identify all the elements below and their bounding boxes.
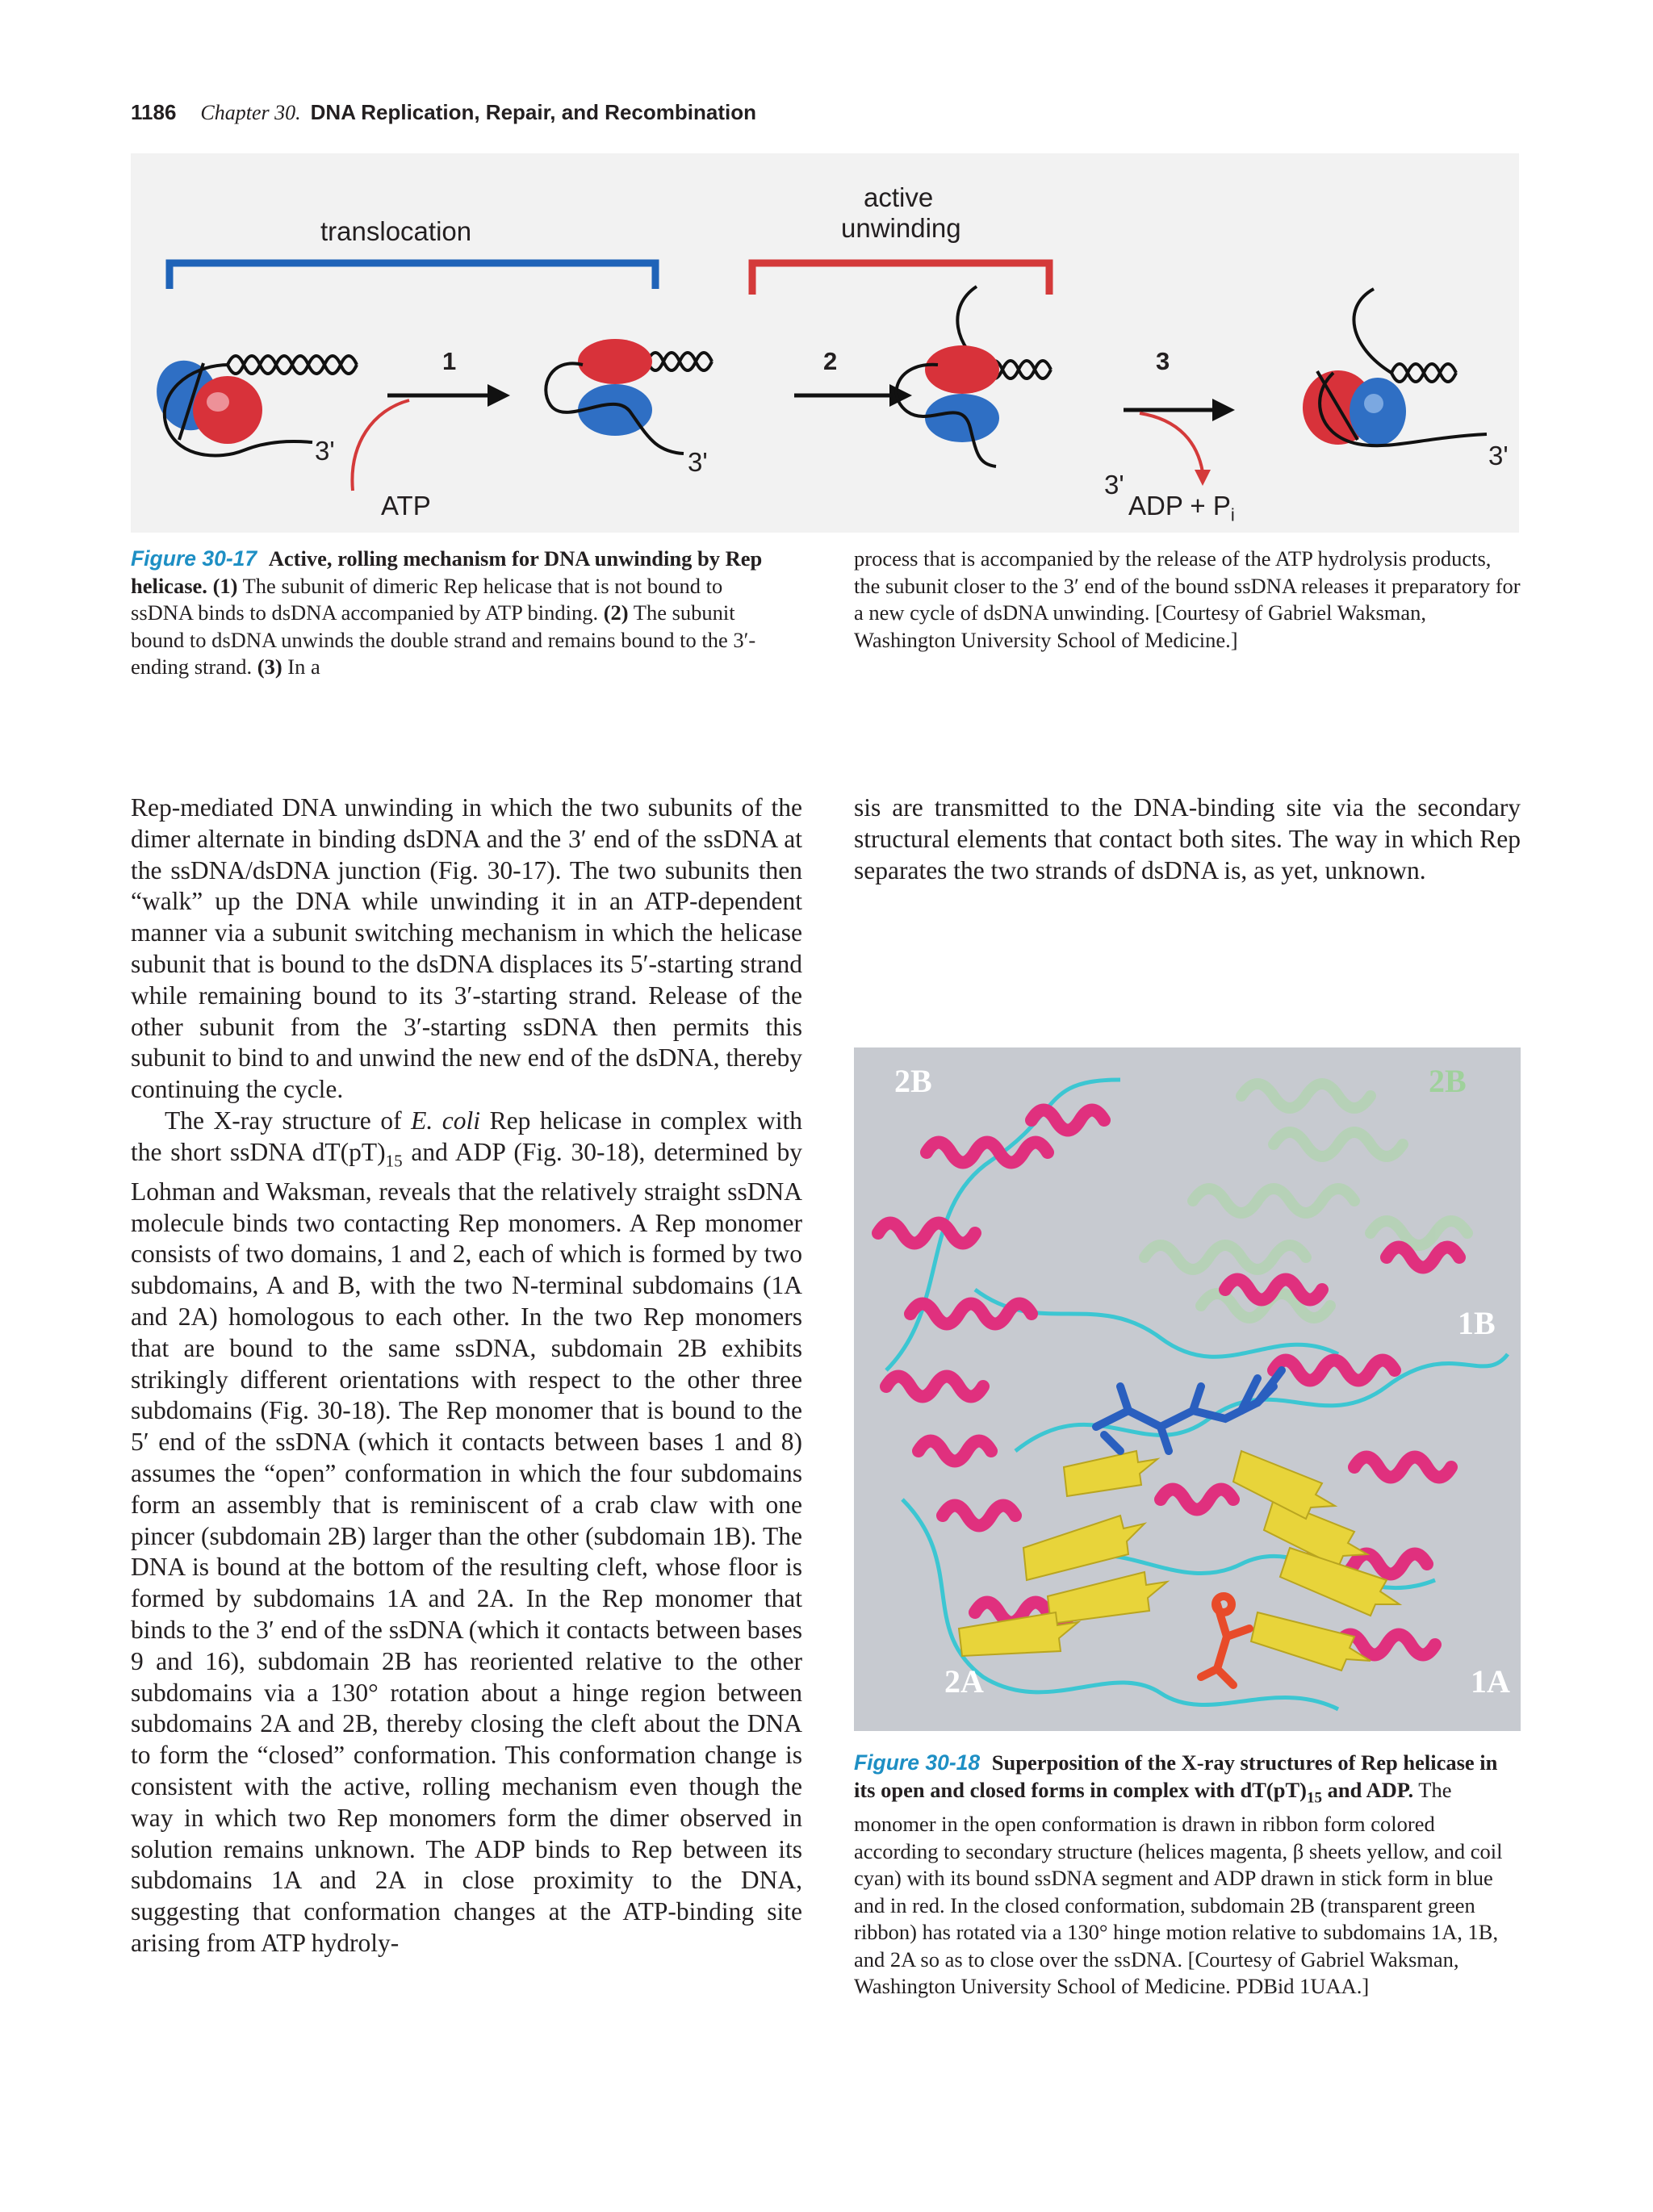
state-3-rep-dimer xyxy=(897,286,1051,466)
figure-30-18-label: Figure 30-18 xyxy=(854,1750,981,1775)
state-2-rep-dimer xyxy=(546,339,712,454)
chapter-label: Chapter 30. xyxy=(200,101,301,124)
figure-30-17-caption-left: Figure 30-17 Active, rolling mechanism for DNA unwinding by Rep helicase. (1) The subunit of dimeric Rep helicase that is not bound to ssDNA binds to dsDNA accompanied by ATP binding. (2) The subunit bound to dsDNA unwinds the double strand and remains bound to the 3′-ending strand. (3) In a xyxy=(131,546,763,679)
red-subunit-2 xyxy=(578,339,652,384)
blue-subunit-3 xyxy=(925,394,999,442)
figure-30-18 xyxy=(854,1047,1521,1731)
figure-30-18-caption: Figure 30-18 Superposition of the X-ray structures of Rep helicase in its open and closed forms in complex with $dT(pT)_{15}$ and ADP. The monomer in the open conformation is drawn in ribbon form colored according to secondary structure (helices magenta, β sheets yellow, and coil cyan) with its bound ssDNA segment and ADP drawn in stick form in blue and in red. In the closed conformation, subdomain 2B (transparent green ribbon) has rotated via a 130° hinge motion relative to subdomains 1A, 1B, and 2A so as to close over the ssDNA. [Courtesy of Gabriel Waksman, Washington University School of Medicine. PDBid 1UAA.] xyxy=(854,1750,1503,1999)
dsdna-helix-1 xyxy=(228,356,357,374)
rep-helicase-ribbon-structure xyxy=(854,1047,1521,1731)
red-subunit-3 xyxy=(925,345,999,394)
three-prime-end-2: 3' xyxy=(688,447,708,477)
atp-binding-arrow xyxy=(352,400,409,491)
ssdna-5prime-4 xyxy=(1354,289,1391,373)
label-2a: 2A xyxy=(944,1663,984,1700)
unwinding-bracket xyxy=(752,263,1049,295)
paragraph-xray-structure: The X-ray structure of E. coli Rep helicase in complex with the short ssDNA $dT(pT)_{15}$ and ADP (Fig. 30-18), determined by Lohman and Waksman, reveals that the relatively straight ssDNA molecule binds two contacting Rep monomers. A Rep monomer consists of two domains, 1 and 2, each of which is formed by two subdomains, A and B, with the two N-terminal subdomains (1A and 2A) homologous to each other. In the two Rep monomers that are bound to the same ssDNA, subdomain 2B exhibits strikingly different orientations with respect to the other three subdomains (Fig. 30-18). The Rep monomer that is bound to the 5′ end of the ssDNA (which it contacts between bases 1 and 8) assumes the “open” conformation in which the four subdomains form an assembly that is reminiscent of a crab claw with one pincer (subdomain 2B) larger than the other (subdomain 1B). The DNA is bound at the bottom of the resulting cleft, whose floor is formed by subdomains 1A and 2A. In the Rep monomer that binds to the 3′ end of the ssDNA (which it contacts between bases 9 and 16), subdomain 2B has reoriented relative to the other subdomains via a 130° rotation about a hinge region between subdomains 2A and 2B, thereby closing the cleft about the DNA to form the “closed” conformation. This conformation change is consistent with the active, rolling mechanism even though the way in which two Rep monomers form the dimer observed in solution remains unknown. The ADP binds to Rep between its subdomains 1A and 2A in close proximity to the DNA, suggesting that conformation changes at the ATP-binding site arising from ATP hydroly- xyxy=(131,1106,802,1957)
state-4-rep-dimer xyxy=(1303,289,1487,445)
translocation-bracket xyxy=(169,263,655,289)
three-prime-end-3: 3' xyxy=(1104,470,1124,500)
three-prime-end-1: 3' xyxy=(315,436,335,466)
adp-release-arrow xyxy=(1140,413,1203,472)
alpha-helices xyxy=(878,1110,1459,1655)
body-right-column xyxy=(854,792,1521,886)
figure-30-17 xyxy=(131,153,1519,533)
unwinding-label: unwinding xyxy=(841,213,961,243)
paragraph-rep-unwinding: Rep-mediated DNA unwinding in which the two subunits of the dimer alternate in binding dsDNA and the 3′ end of the ssDNA at the ssDNA/dsDNA junction (Fig. 30-17). The two subunits then “walk” up the DNA while unwinding it in an ATP-dependent manner via a subunit switching mechanism in which the helicase subunit that is bound to the dsDNA displaces its 5′-starting strand while remaining bound to its 3′-starting strand. Release of the other subunit from the 3′-starting ssDNA then permits this subunit to bind to and unwind the new end of the dsDNA, thereby continuing the cycle. xyxy=(131,793,802,1104)
chapter-title: DNA Replication, Repair, and Recombination xyxy=(310,100,756,124)
step-1-number: 1 xyxy=(442,347,457,375)
adp-sticks xyxy=(1201,1596,1249,1685)
three-prime-end-4: 3' xyxy=(1488,441,1509,470)
translocation-label: translocation xyxy=(320,216,472,246)
beta-sheets xyxy=(959,1451,1400,1670)
paragraph-continuation: sis are transmitted to the DNA-binding site via the secondary structural elements that contact both sites. The way in which Rep separates the two strands of dsDNA is, as yet, unknown. xyxy=(854,793,1521,884)
running-header xyxy=(131,100,756,125)
active-label: active xyxy=(864,182,934,212)
adp-pi-label: ADP + $P_i$ xyxy=(1128,491,1235,525)
label-open-2b: 2B xyxy=(894,1063,932,1099)
rolling-mechanism-diagram xyxy=(131,153,1519,533)
body-left-column xyxy=(131,792,802,1959)
step-2-number: 2 xyxy=(823,347,838,375)
figure-30-17-caption-right: process that is accompanied by the release of the ATP hydrolysis products, the subunit closer to the 3′ end of the bound ssDNA releases it preparatory for a new cycle of dsDNA unwinding. [Courtesy of Gabriel Waksman, Washington University School of Medicine.] xyxy=(854,546,1521,652)
red-subunit-1 xyxy=(193,376,262,444)
label-1a: 1A xyxy=(1471,1663,1510,1700)
figure-30-17-label: Figure 30-17 xyxy=(131,546,257,571)
page-number: 1186 xyxy=(131,100,177,124)
atp-label: ATP xyxy=(381,491,431,521)
step-3-number: 3 xyxy=(1156,347,1170,375)
label-1b: 1B xyxy=(1458,1305,1496,1341)
label-closed-2b: 2B xyxy=(1429,1063,1467,1099)
ssdna-sticks xyxy=(1096,1370,1282,1451)
dsdna-helix-4 xyxy=(1391,364,1456,382)
closed-subdomain-2b xyxy=(1145,1084,1467,1318)
